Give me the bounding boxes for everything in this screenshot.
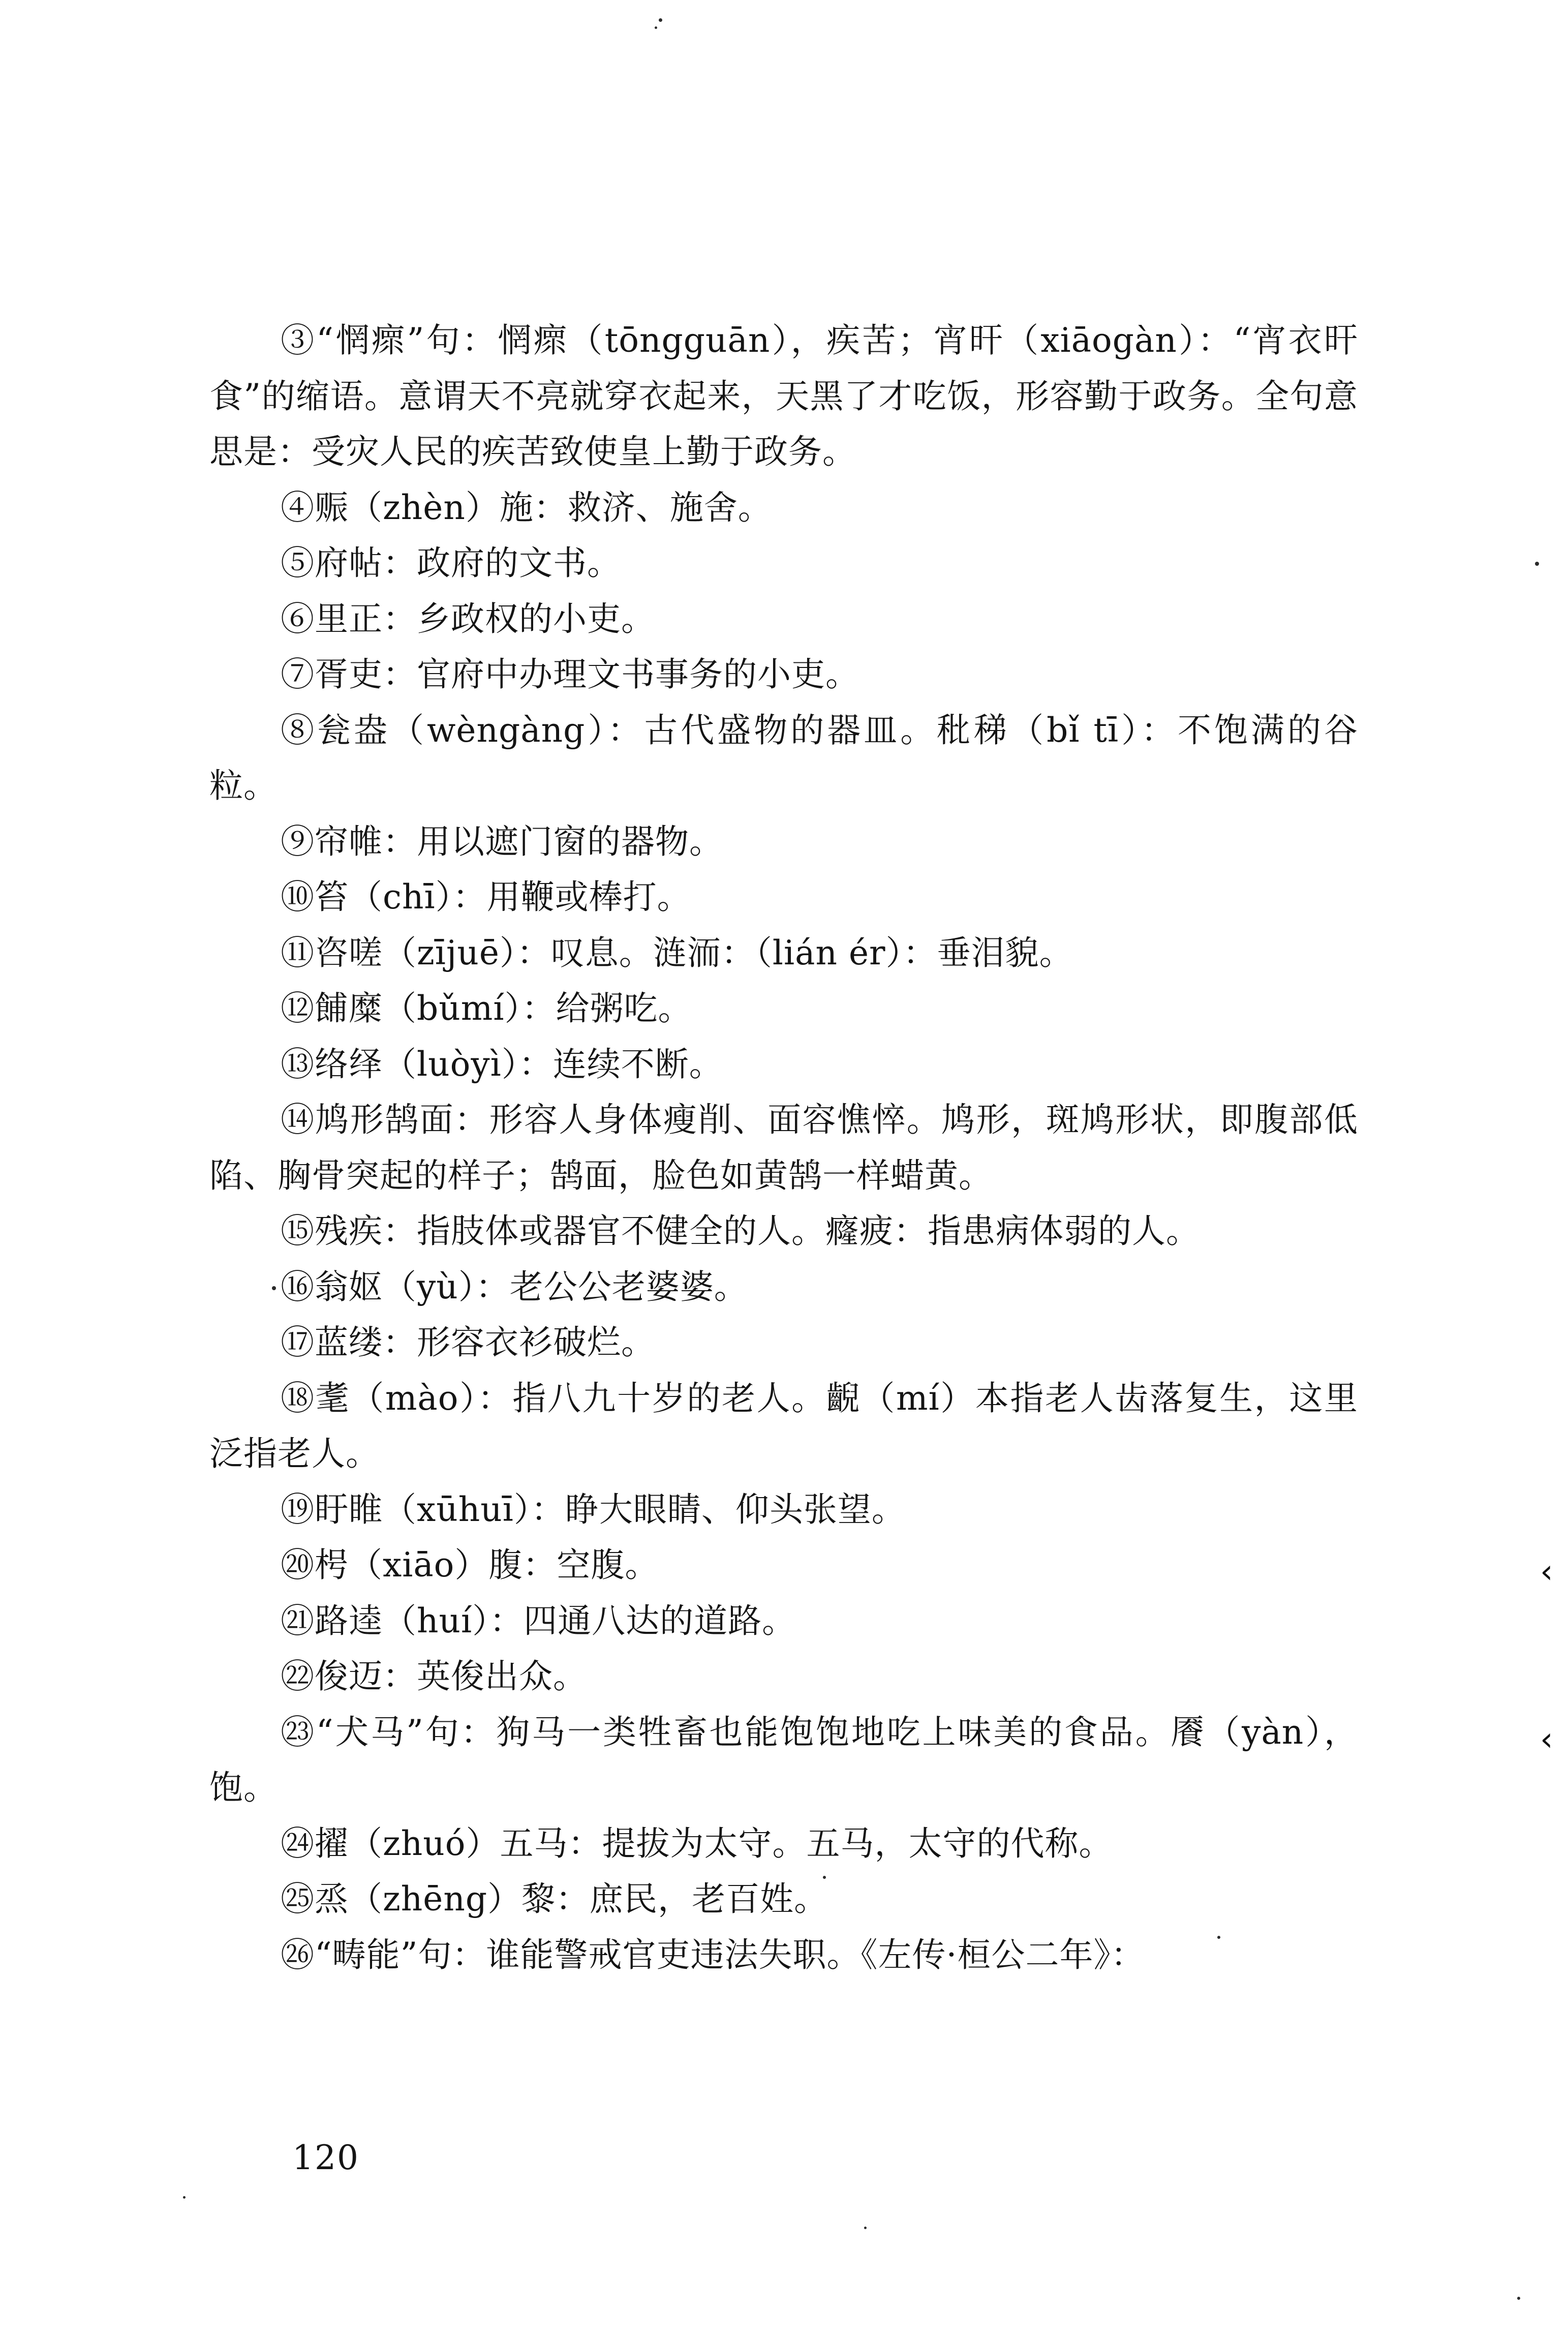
scan-speck [1217,1936,1220,1939]
annotation-note-15: ⑮残疾：指肢体或器官不健全的人。癃疲：指患病体弱的人。 [281,1211,1200,1251]
annotation-note-26: ㉖“畴能”句：谁能警戒官吏违法失职。《左传·桓公二年》： [281,1935,1145,1974]
scan-speck [655,26,657,29]
annotation-note-4: ④赈（zhèn）施：救济、施舍。 [281,488,772,527]
annotation-note-24: ㉔擢（zhuó）五马：提拔为太守。五马，太守的代称。 [281,1823,1113,1863]
scan-speck [823,1876,826,1879]
annotation-note-13: ⑬络绎（luòyì）：连续不断。 [281,1044,723,1084]
scan-speck [864,2227,867,2229]
annotation-note-7: ⑦胥吏：官府中办理文书事务的小吏。 [281,655,859,694]
edge-bracket-mark: ‹ [1540,1553,1553,1591]
scan-speck [183,2196,186,2199]
annotation-note-21: ㉑路逵（huí）：四通八达的道路。 [281,1601,796,1640]
annotation-note-6: ⑥里正：乡政权的小吏。 [281,599,655,638]
annotation-note-19: ⑲盱睢（xūhuī）：睁大眼睛、仰头张望。 [281,1489,906,1529]
annotation-note-3: ③“惘瘝”句：惘瘝（tōngguān），疾苦；宵旰（xiāogàn）：“宵衣旰食”的缩语。意谓天不亮就穿衣起来，天黑了才吃饭，形容勤于政务。全句意思是：受灾人民的疾苦致使皇上勤于政务。 [209,321,1358,471]
annotation-note-14: ⑭鸠形鹄面：形容人身体瘦削、面容憔悴。鸠形，斑鸠形状，即腹部低陷、胸骨突起的样子；鹄面，脸色如黄鹄一样蜡黄。 [209,1100,1358,1195]
annotation-note-11: ⑪咨嗟（zījuē）：叹息。涟洏：（lián ér）：垂泪貌。 [281,933,1073,972]
annotation-note-16: ⑯翁妪（yù）：老公公老婆婆。 [281,1267,748,1306]
annotation-note-12: ⑫餔糜（bǔmí）：给粥吃。 [281,989,692,1028]
annotation-note-18: ⑱耄（mào）：指八九十岁的老人。齯（mí）本指老人齿落复生，这里泛指老人。 [209,1378,1358,1473]
annotation-note-25: ㉕烝（zhēng）黎：庶民，老百姓。 [281,1879,828,1919]
annotation-note-17: ⑰蓝缕：形容衣衫破烂。 [281,1323,655,1362]
annotation-note-23: ㉓“犬马”句：狗马一类牲畜也能饱饱地吃上味美的食品。餍（yàn），饱。 [209,1712,1358,1807]
annotation-note-10: ⑩笞（chī）：用鞭或棒打。 [281,877,691,917]
edge-bracket-mark: ‹ [1540,1721,1553,1758]
annotation-list [209,313,1358,1983]
scan-speck [1517,2297,1520,2300]
annotation-note-5: ⑤府帖：政府的文书。 [281,543,621,583]
annotation-note-8: ⑧瓮盎（wèngàng）：古代盛物的器皿。秕稊（bǐ tī）：不饱满的谷粒。 [209,710,1358,805]
annotation-note-22: ㉒俊迈：英俊出众。 [281,1657,587,1696]
scan-speck [659,18,662,22]
scan-speck [272,1286,276,1290]
annotation-note-20: ⑳枵（xiāo）腹：空腹。 [281,1545,659,1585]
scan-speck [1535,562,1539,566]
page-number: 120 [292,2138,359,2177]
annotation-note-9: ⑨帘帷：用以遮门窗的器物。 [281,821,723,861]
